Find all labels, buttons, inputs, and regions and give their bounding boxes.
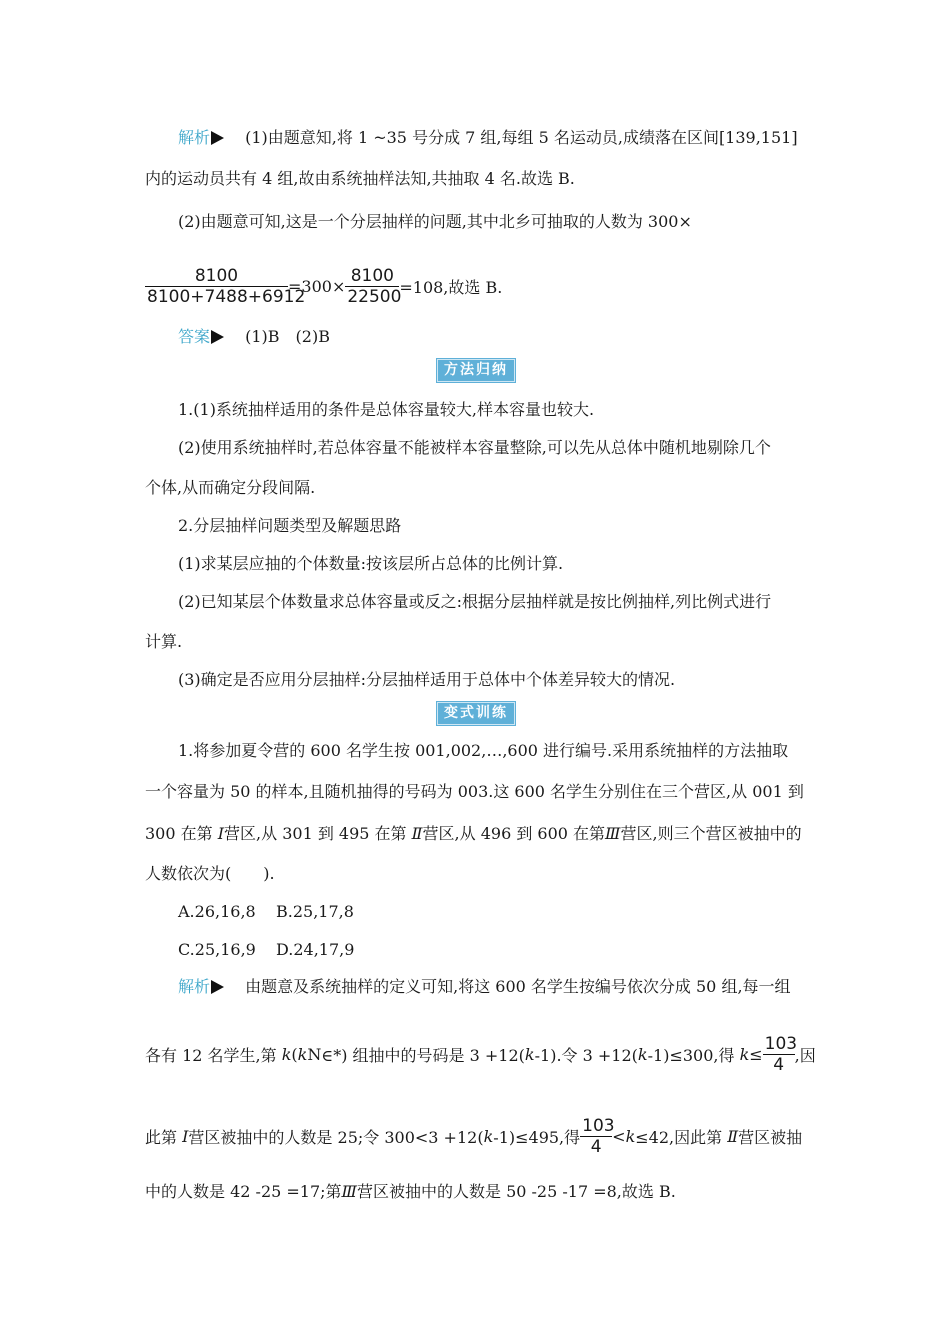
fraction-equation: $\frac{8100}{8100+7488+6912}$ =300× $\frac{8100}{22500}$ =108,故选 B. [147,266,503,307]
option-d: D.24,17,9 [276,940,355,959]
practice-line-4: 人数依次为( ). [145,864,275,883]
method-line-2: (2)使用系统抽样时,若总体容量不能被样本容量整除,可以先从总体中随机地剔除几个 [178,438,771,457]
option-c: C.25,16,9 [178,940,256,959]
play-triangle-icon [211,980,224,994]
analysis-line-1: 解析 (1)由题意知,将 1 ~35 号分成 7 组,每组 5 名运动员,成绩落在区间[139,151] [178,128,798,147]
practice-line-1: 1.将参加夏令营的 600 名学生按 001,002,…,600 进行编号.采用系统抽样的方法抽取 [178,741,789,760]
analysis-line-2: 内的运动员共有 4 组,故由系统抽样法知,共抽取 4 名.故选 B. [145,169,575,188]
fraction-103-4: $\frac{103}{4}$ [764,1034,798,1075]
answer-tag: 答案 [178,327,211,346]
fraction-1: $\frac{8100}{8100+7488+6912}$ [147,266,306,307]
solution-line-1: 解析 由题意及系统抽样的定义可知,将这 600 名学生按编号依次分成 50 组,每一组 [178,977,791,996]
analysis-tag: 解析 [178,128,211,147]
method-line-8: (3)确定是否应用分层抽样:分层抽样适用于总体中个体差异较大的情况. [178,670,676,689]
method-line-1: 1.(1)系统抽样适用的条件是总体容量较大,样本容量也较大. [178,400,595,419]
method-line-7: 计算. [145,632,183,651]
practice-line-2: 一个容量为 50 的样本,且随机抽得的号码为 003.这 600 名学生分别住在三个营区,从 001 到 [145,782,804,801]
fraction-103-4-b: $\frac{103}{4}$ [582,1116,615,1157]
practice-badge: 变式训练 [437,702,515,725]
option-a: A.26,16,8 [178,902,256,921]
method-line-4: 2.分层抽样问题类型及解题思路 [178,516,402,535]
method-line-6: (2)已知某层个体数量求总体容量或反之:根据分层抽样就是按比例抽样,列比例式进行 [178,592,772,611]
analysis-line-3: (2)由题意可知,这是一个分层抽样的问题,其中北乡可抽取的人数为 300× [178,212,692,231]
method-line-5: (1)求某层应抽的个体数量:按该层所占总体的比例计算. [178,554,564,573]
solution-line-4: 中的人数是 42 -25 =17;第Ⅲ营区被抽中的人数是 50 -25 -17 =8,故选 B. [145,1182,676,1201]
solution-line-3: 此第 Ⅰ营区被抽中的人数是 25;令 300<3 +12(k-1)≤495,得 $\frac{103}{4}$ <k≤42,因此第 Ⅱ营区被抽 [145,1116,803,1157]
solution-line-2: 各有 12 名学生,第 k(kN∈*) 组抽中的号码是 3 +12(k-1).令 3 +12(k-1)≤300,得 k≤ $\frac{103}{4}$ ,因 [145,1034,816,1075]
play-triangle-icon [211,330,224,344]
answer-line: 答案 (1)B (2)B [178,327,330,346]
practice-line-3: 300 在第 Ⅰ营区,从 301 到 495 在第 Ⅱ营区,从 496 到 600 在第Ⅲ营区,则三个营区被抽中的 [145,824,802,843]
analysis-tag: 解析 [178,977,211,996]
option-b: B.25,17,8 [276,902,354,921]
play-triangle-icon [211,131,224,145]
fraction-2: $\frac{8100}{22500}$ [347,266,402,307]
method-line-3: 个体,从而确定分段间隔. [145,478,316,497]
method-summary-badge: 方法归纳 [437,359,515,382]
